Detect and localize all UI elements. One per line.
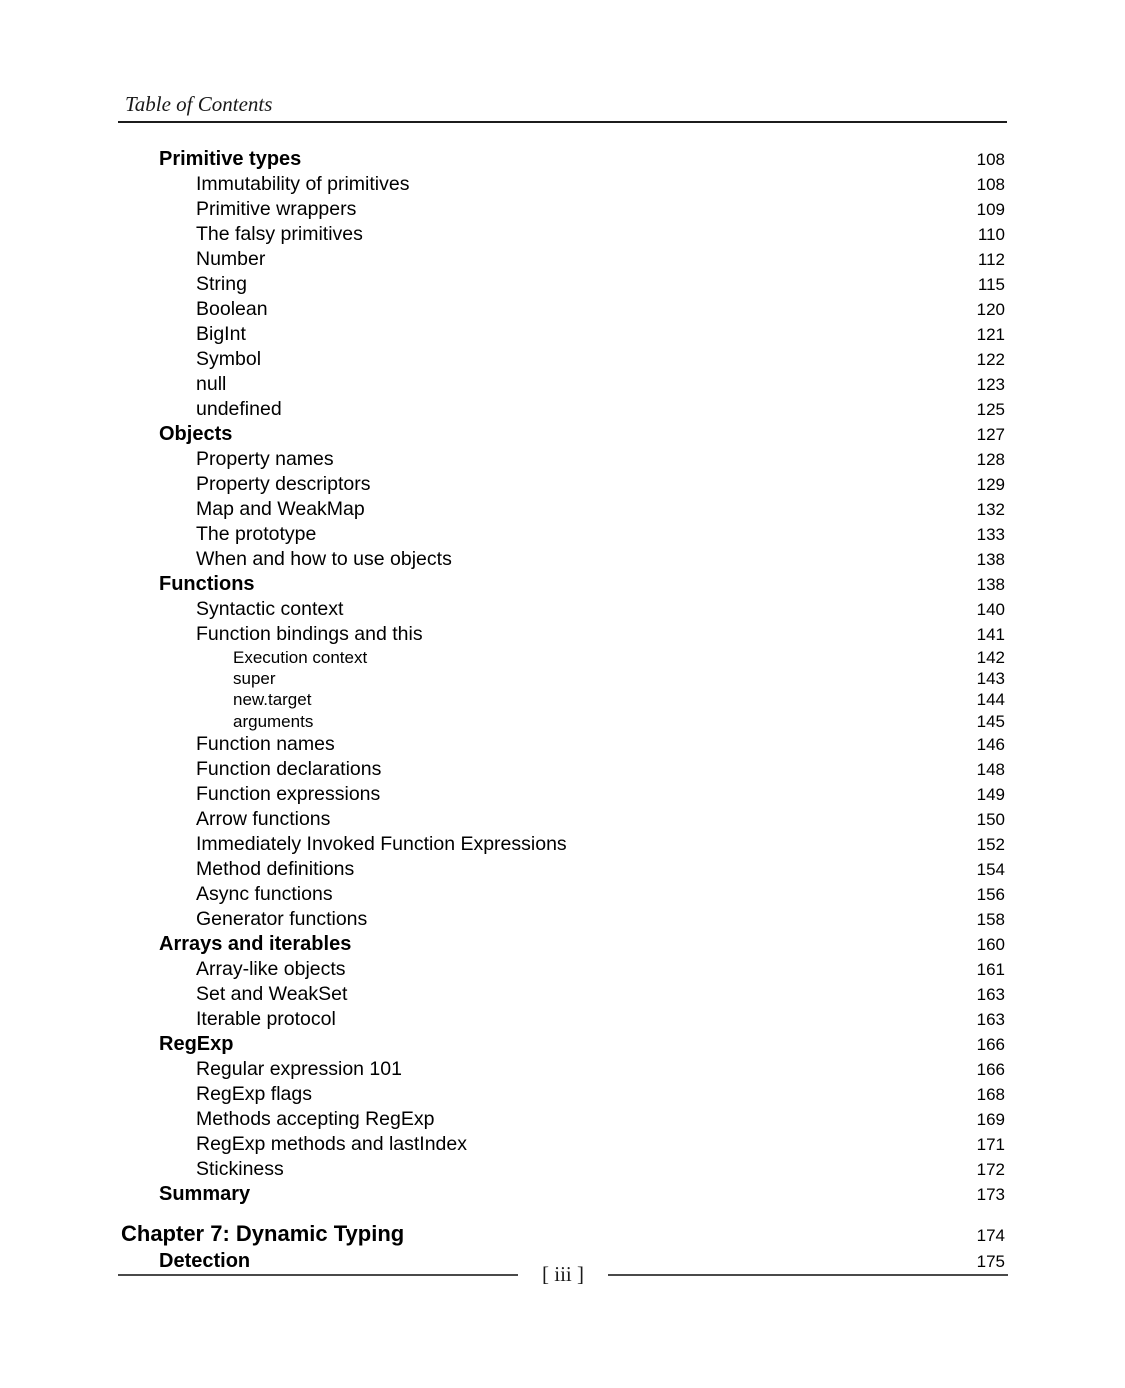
toc-entry[interactable] bbox=[121, 172, 1005, 197]
toc-entry-title: The falsy primitives bbox=[196, 223, 363, 245]
toc-entry-page: 115 bbox=[977, 275, 1005, 294]
toc-entry[interactable] bbox=[121, 447, 1005, 472]
toc-entry-page: 168 bbox=[976, 1084, 1005, 1104]
toc-entry-page: 172 bbox=[976, 1159, 1005, 1179]
toc-entry[interactable] bbox=[121, 347, 1005, 372]
toc-entry-page: 108 bbox=[976, 175, 1005, 194]
page-number: [ iii ] bbox=[542, 1262, 584, 1286]
toc-list bbox=[121, 147, 1005, 1274]
toc-entry-page: 112 bbox=[977, 250, 1005, 269]
toc-entry-page: 132 bbox=[976, 500, 1005, 519]
toc-entry-title: Function expressions bbox=[196, 782, 381, 805]
toc-entry-title: Function declarations bbox=[196, 757, 382, 780]
toc-entry-page: 161 bbox=[976, 959, 1005, 979]
toc-entry-page: 138 bbox=[976, 550, 1005, 569]
toc-entry-page: 129 bbox=[976, 475, 1005, 494]
toc-entry-page: 148 bbox=[976, 759, 1005, 779]
page-header-title: Table of Contents bbox=[125, 92, 273, 116]
toc-entry[interactable] bbox=[121, 982, 1005, 1007]
toc-entry-title: undefined bbox=[196, 398, 282, 420]
toc-entry-title: Function names bbox=[196, 732, 335, 755]
toc-entry-page: 121 bbox=[976, 325, 1005, 344]
toc-entry-title: Boolean bbox=[196, 298, 268, 320]
toc-entry-title: arguments bbox=[233, 711, 314, 731]
toc-entry-page: 120 bbox=[976, 300, 1005, 319]
toc-entry-title: Iterable protocol bbox=[196, 1007, 336, 1030]
toc-entry[interactable] bbox=[121, 297, 1005, 322]
toc-entry-title: new.target bbox=[233, 690, 312, 710]
toc-entry[interactable] bbox=[121, 857, 1005, 882]
toc-entry[interactable] bbox=[121, 1157, 1005, 1182]
toc-entry-page: 149 bbox=[976, 784, 1005, 804]
toc-entry[interactable] bbox=[121, 1182, 1005, 1207]
toc-entry[interactable] bbox=[121, 832, 1005, 857]
toc-entry-title: Immutability of primitives bbox=[196, 173, 410, 195]
toc-entry-title: Primitive types bbox=[159, 148, 302, 170]
toc-entry-page: 146 bbox=[976, 734, 1005, 754]
toc-entry-page: 109 bbox=[976, 200, 1005, 219]
toc-entry-page: 142 bbox=[976, 648, 1005, 667]
toc-entry[interactable] bbox=[121, 732, 1005, 757]
toc-entry[interactable] bbox=[121, 1132, 1005, 1157]
toc-entry-page: 144 bbox=[976, 690, 1005, 710]
toc-entry[interactable] bbox=[121, 757, 1005, 782]
toc-entry[interactable] bbox=[121, 622, 1005, 647]
toc-entry[interactable] bbox=[121, 1221, 1005, 1249]
toc-entry-page: 143 bbox=[976, 669, 1005, 689]
toc-entry[interactable] bbox=[121, 807, 1005, 832]
toc-entry-title: Array-like objects bbox=[196, 957, 346, 980]
toc-entry-page: 166 bbox=[976, 1034, 1005, 1054]
toc-entry-title: Method definitions bbox=[196, 857, 355, 880]
toc-entry-title: Summary bbox=[159, 1182, 251, 1205]
toc-entry-title: Arrow functions bbox=[196, 807, 331, 830]
toc-entry-page: 154 bbox=[976, 859, 1005, 879]
toc-entry-title: The prototype bbox=[196, 523, 317, 545]
toc-entry-title: Async functions bbox=[196, 882, 333, 905]
toc-entry-title: Stickiness bbox=[196, 1157, 284, 1180]
toc-entry-page: 171 bbox=[976, 1134, 1005, 1154]
toc-entry-page: 145 bbox=[976, 711, 1005, 731]
toc-entry[interactable] bbox=[121, 932, 1005, 957]
toc-entry-title: Detection bbox=[159, 1249, 251, 1272]
toc-entry[interactable] bbox=[121, 957, 1005, 982]
toc-entry[interactable] bbox=[121, 147, 1005, 172]
toc-entry-page: 140 bbox=[976, 600, 1005, 619]
toc-entry-title: Arrays and iterables bbox=[159, 932, 352, 955]
toc-entry-title: RegExp methods and lastIndex bbox=[196, 1132, 468, 1155]
toc-entry[interactable] bbox=[121, 1107, 1005, 1132]
toc-entry[interactable] bbox=[121, 547, 1005, 572]
toc-entry-page: 169 bbox=[976, 1109, 1005, 1129]
toc-entry[interactable] bbox=[121, 689, 1005, 710]
toc-entry-page: 150 bbox=[976, 809, 1005, 829]
toc-entry[interactable] bbox=[121, 397, 1005, 422]
toc-entry-page: 152 bbox=[976, 834, 1005, 854]
toc-entry-page: 125 bbox=[976, 400, 1005, 419]
toc-entry[interactable] bbox=[121, 497, 1005, 522]
toc-entry-title: Set and WeakSet bbox=[196, 982, 348, 1005]
toc-entry-page: 158 bbox=[976, 909, 1005, 929]
toc-entry-title: Regular expression 101 bbox=[196, 1057, 402, 1080]
toc-entry[interactable] bbox=[121, 222, 1005, 247]
toc-entry-page: 138 bbox=[976, 575, 1005, 594]
toc-entry-title: RegExp flags bbox=[196, 1082, 312, 1105]
toc-entry[interactable] bbox=[121, 782, 1005, 807]
toc-entry-page: 163 bbox=[976, 1009, 1005, 1029]
footer-rule-left bbox=[118, 1274, 518, 1276]
toc-entry[interactable] bbox=[121, 572, 1005, 597]
footer-rule-right bbox=[608, 1274, 1008, 1276]
toc-entry[interactable] bbox=[121, 882, 1005, 907]
toc-entry-title: Property names bbox=[196, 448, 334, 470]
toc-entry-title: super bbox=[233, 669, 276, 689]
toc-entry[interactable] bbox=[121, 272, 1005, 297]
toc-entry-page: 127 bbox=[976, 425, 1005, 444]
footer bbox=[118, 1262, 1008, 1287]
toc-entry[interactable] bbox=[121, 422, 1005, 447]
toc-entry-page: 173 bbox=[976, 1184, 1005, 1204]
toc-entry-title: Primitive wrappers bbox=[196, 198, 357, 220]
toc-entry-page: 133 bbox=[976, 525, 1005, 544]
toc-entry-page: 174 bbox=[976, 1225, 1005, 1245]
toc-entry-title: BigInt bbox=[196, 323, 246, 345]
toc-entry[interactable] bbox=[121, 472, 1005, 497]
toc-entry-page: 110 bbox=[977, 225, 1005, 244]
toc-entry-page: 166 bbox=[976, 1059, 1005, 1079]
toc-entry-title: Objects bbox=[159, 423, 233, 445]
toc-entry-page: 163 bbox=[976, 984, 1005, 1004]
toc-entry-title: When and how to use objects bbox=[196, 548, 452, 570]
toc-entry[interactable] bbox=[121, 1007, 1005, 1032]
header-rule bbox=[118, 121, 1007, 123]
toc-entry[interactable] bbox=[121, 1082, 1005, 1107]
toc-entry-page: 123 bbox=[976, 375, 1005, 394]
toc-entry-title: Property descriptors bbox=[196, 473, 371, 495]
toc-entry-title: Immediately Invoked Function Expressions bbox=[196, 832, 567, 855]
toc-entry-page: 108 bbox=[976, 150, 1005, 169]
toc-entry[interactable] bbox=[121, 668, 1005, 689]
toc-entry-title: null bbox=[196, 373, 227, 395]
toc-entry-title: Execution context bbox=[233, 648, 368, 667]
toc-entry-title: Methods accepting RegExp bbox=[196, 1107, 435, 1130]
toc-entry[interactable] bbox=[121, 197, 1005, 222]
toc-entry[interactable] bbox=[121, 597, 1005, 622]
toc-entry-title: Functions bbox=[159, 573, 255, 595]
toc-entry-page: 156 bbox=[976, 884, 1005, 904]
toc-entry-title: Number bbox=[196, 248, 266, 270]
toc-entry-title: String bbox=[196, 273, 247, 295]
toc-entry[interactable] bbox=[121, 247, 1005, 272]
toc-entry-page: 128 bbox=[976, 450, 1005, 469]
toc-entry[interactable] bbox=[121, 647, 1005, 668]
toc-entry[interactable] bbox=[121, 322, 1005, 347]
toc-entry-title: Function bindings and this bbox=[196, 623, 423, 645]
toc-entry[interactable] bbox=[121, 907, 1005, 932]
toc-entry-page: 160 bbox=[976, 934, 1005, 954]
toc-entry-page: 175 bbox=[976, 1251, 1005, 1271]
toc-entry-title: Generator functions bbox=[196, 907, 368, 930]
toc-entry-title: RegExp bbox=[159, 1032, 234, 1055]
toc-entry-page: 122 bbox=[976, 350, 1005, 369]
toc-entry[interactable] bbox=[121, 1032, 1005, 1057]
toc-entry[interactable] bbox=[121, 1057, 1005, 1082]
toc-entry-page: 141 bbox=[976, 625, 1005, 644]
toc-entry[interactable] bbox=[121, 711, 1005, 732]
toc-entry[interactable] bbox=[121, 372, 1005, 397]
toc-entry-title: Syntactic context bbox=[196, 598, 344, 620]
toc-entry-title: Chapter 7: Dynamic Typing bbox=[121, 1220, 405, 1246]
toc-entry-title: Symbol bbox=[196, 348, 262, 370]
toc-entry-title: Map and WeakMap bbox=[196, 498, 365, 520]
toc-entry[interactable] bbox=[121, 522, 1005, 547]
